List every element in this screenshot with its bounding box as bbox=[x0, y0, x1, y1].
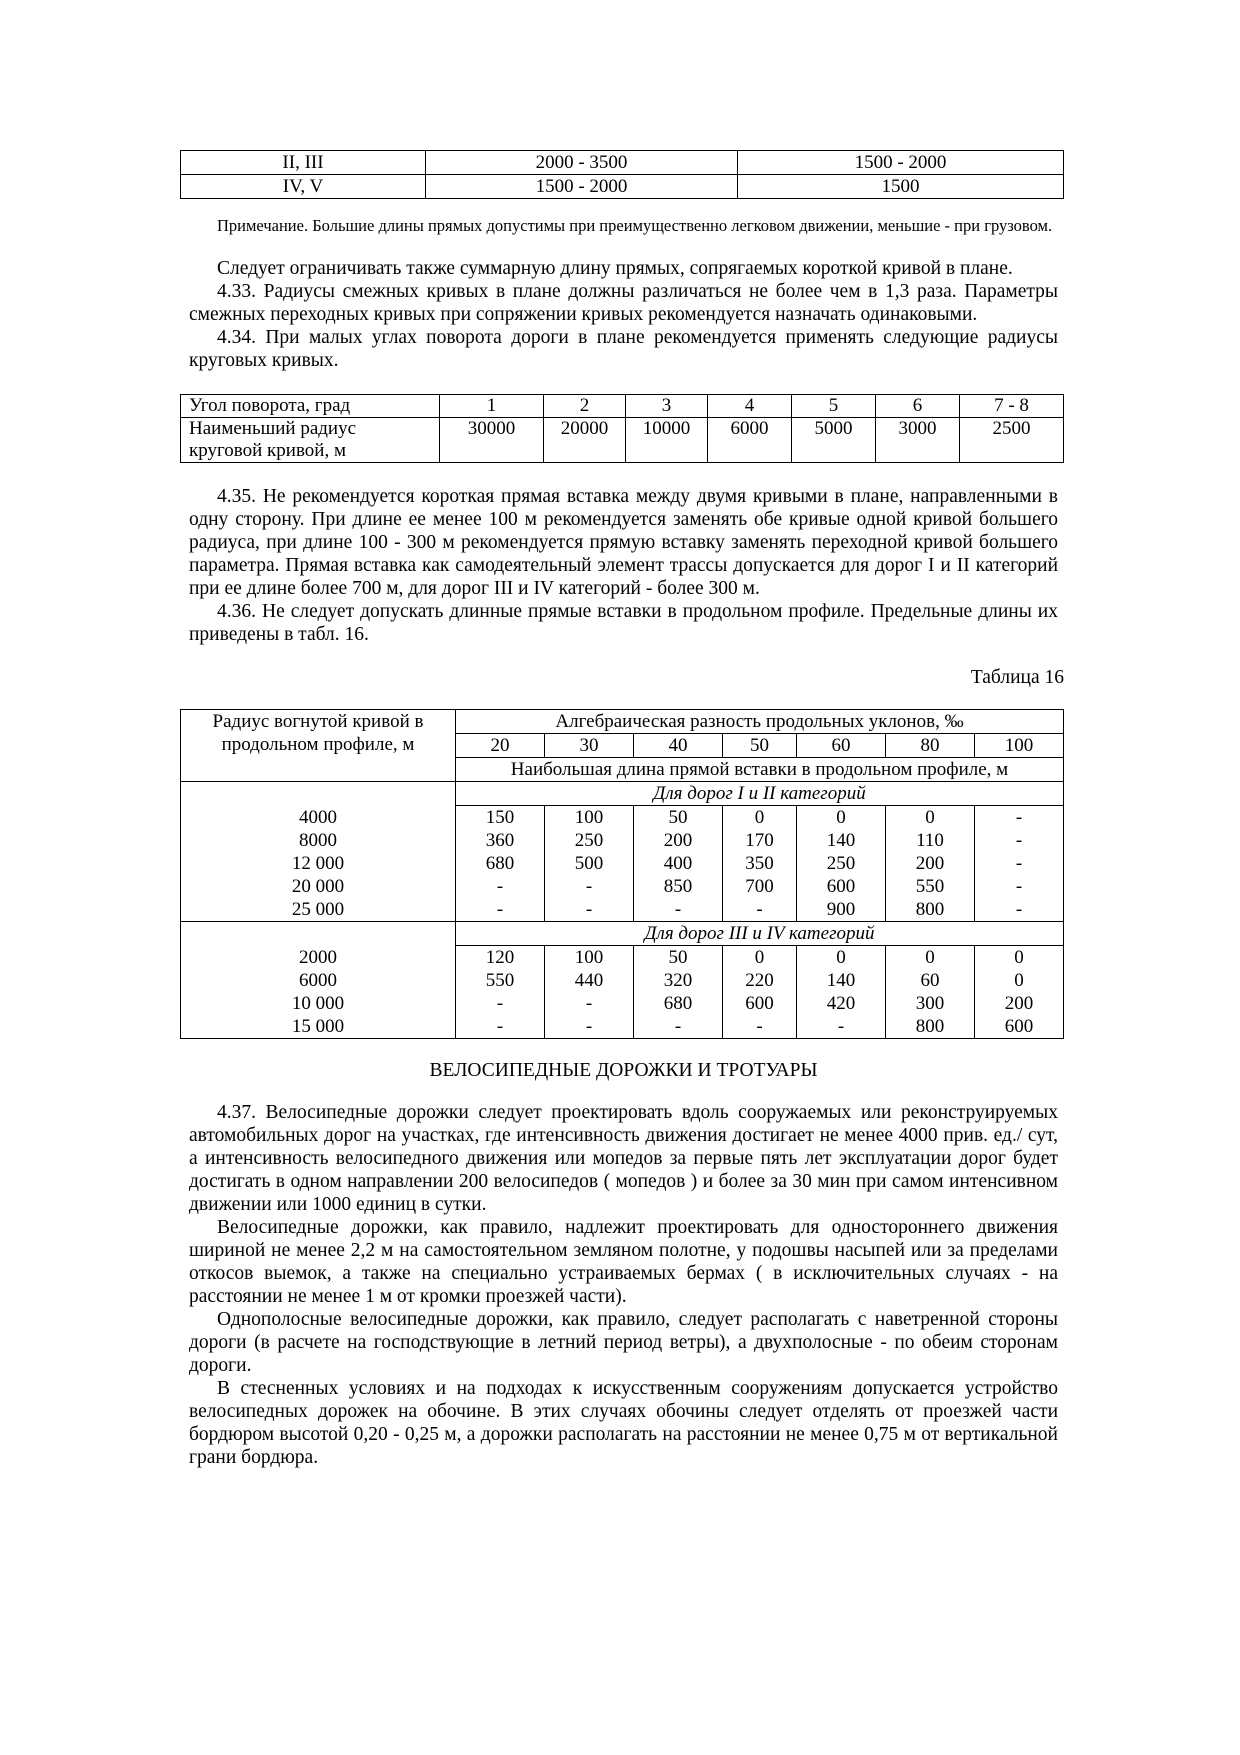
cell-value: - bbox=[585, 1016, 593, 1037]
cell-value: 100 bbox=[574, 807, 604, 828]
table-cell bbox=[886, 806, 975, 922]
group1-radii bbox=[185, 806, 451, 921]
cell-value: 220 bbox=[745, 970, 774, 991]
table-cell bbox=[975, 946, 1064, 1039]
table-header-row: Радиус вогнутой кривой в продольном профиле, м Алгебраическая разность продольных уклонов, ‰ bbox=[181, 710, 1064, 734]
cell-value: 200 bbox=[663, 830, 693, 851]
cell-value: 140 bbox=[826, 970, 856, 991]
group2-radii bbox=[185, 946, 451, 1038]
table-cell bbox=[975, 806, 1064, 922]
cell-value: - bbox=[496, 899, 504, 920]
cell-value: 420 bbox=[826, 993, 856, 1014]
cell-value: 0 bbox=[836, 807, 846, 828]
angle-radius-table bbox=[180, 394, 1064, 463]
table-group-row: 4000 8000 12 000 20 000 25 000 Для дорог I и II категорий bbox=[181, 782, 1064, 806]
cell-value: 110 bbox=[916, 830, 944, 851]
section-title: ВЕЛОСИПЕДНЫЕ ДОРОЖКИ И ТРОТУАРЫ bbox=[429, 1060, 818, 1081]
road-category-table bbox=[180, 150, 1064, 199]
table-cell bbox=[797, 806, 886, 922]
table-cell bbox=[545, 946, 634, 1039]
paragraph: 4.35. Не рекомендуется короткая прямая вставка между двумя кривыми в плане, направленными в одну сторону. При длине ее менее 100 м рекомендуется заменять обе кривые одной кривой большего радиуса, при длине 100 - 300 м рекомендуется прямую вставку заменять переходной кривой большего параметра. Прямая вставка как самодеятельный элемент трассы допускается для дорог I и II категорий при ее длине более 700 м, для дорог III и IV категорий - более 300 м. bbox=[189, 486, 1058, 599]
table-row: Наименьший радиус круговой кривой, м 30000 20000 10000 6000 5000 3000 2500 bbox=[181, 418, 1064, 463]
table-cell bbox=[723, 806, 797, 922]
table-cell bbox=[886, 946, 975, 1039]
cell-value: - bbox=[1015, 899, 1023, 920]
table-note: Примечание. Большие длины прямых допустимы при преимущественно легковом движении, меньшие - при грузовом. bbox=[217, 216, 1053, 235]
radius-value: 8000 bbox=[299, 830, 337, 851]
cell-value: 550 bbox=[485, 970, 515, 991]
cell-value: - bbox=[756, 1016, 763, 1037]
cell-value: 900 bbox=[826, 899, 856, 920]
table-cell bbox=[634, 806, 723, 922]
table-caption: Таблица 16 bbox=[970, 667, 1064, 688]
cell-value: 170 bbox=[745, 830, 774, 851]
cell-value: - bbox=[1015, 853, 1023, 874]
paragraph: В стесненных условиях и на подходах к искусственным сооружениям допускается устройство велосипедных дорожек на обочине. В этих случаях обочины следует отделять от проезжей части бордюром высотой 0,20 - 0,25 м, а дорожки располагать на расстоянии не менее 0,75 м от вертикальной грани бордюра. bbox=[189, 1378, 1058, 1468]
paragraph: Следует ограничивать также суммарную длину прямых, сопрягаемых короткой кривой в плане. bbox=[217, 258, 1013, 279]
cell-value: 800 bbox=[915, 1016, 945, 1037]
document-page bbox=[189, 150, 1064, 1469]
cell-value: 600 bbox=[1004, 1016, 1034, 1037]
table-cell bbox=[545, 806, 634, 922]
cell-value: 0 bbox=[836, 947, 846, 968]
cell-value: 600 bbox=[745, 993, 774, 1014]
cell-value: - bbox=[496, 993, 504, 1014]
cell-value: 680 bbox=[485, 853, 515, 874]
paragraph: 4.37. Велосипедные дорожки следует проектировать вдоль сооружаемых или реконструируемых автомобильных дорог на участках, где интенсивность движения достигает не менее 4000 прив. ед./ сут, а интенсивность велосипедного движения или мопедов за первые пять лет эксплуатации дорог будет достигать в одном направлении 200 велосипедов ( мопедов ) и более за 30 мин при самом интенсивном движении или 1000 единиц в сутки. bbox=[189, 1102, 1058, 1215]
cell-value: 350 bbox=[745, 853, 774, 874]
paragraph: 4.34. При малых углах поворота дороги в плане рекомендуется применять следующие радиусы круговых кривых. bbox=[189, 327, 1058, 371]
cell-value: - bbox=[674, 1016, 682, 1037]
cell-value: 200 bbox=[915, 853, 945, 874]
radius-value: 6000 bbox=[299, 970, 337, 991]
radius-value: 20 000 bbox=[291, 876, 345, 897]
cell-value: 700 bbox=[745, 876, 774, 897]
cell-value: 850 bbox=[663, 876, 693, 897]
cell-value: - bbox=[1015, 876, 1023, 897]
paragraph: Однополосные велосипедные дорожки, как правило, следует располагать с наветренной стороны дороги (в расчете на господствующие в летний период ветры), а двухполосные - по обеим сторонам дороги. bbox=[189, 1309, 1058, 1376]
cell-value: 400 bbox=[663, 853, 693, 874]
table-16 bbox=[180, 709, 1064, 1039]
cell-value: 60 bbox=[920, 970, 940, 991]
cell-value: - bbox=[756, 899, 763, 920]
radius-value: 25 000 bbox=[291, 899, 345, 920]
cell-value: 200 bbox=[1004, 993, 1034, 1014]
cell-value: 0 bbox=[754, 947, 765, 968]
cell-value: 140 bbox=[826, 830, 856, 851]
cell-value: - bbox=[585, 899, 593, 920]
cell-value: - bbox=[585, 993, 593, 1014]
cell-value: 250 bbox=[574, 830, 604, 851]
table-header-row: 20 30 40 50 60 80 100 bbox=[181, 734, 1064, 758]
radius-value: 12 000 bbox=[291, 853, 345, 874]
cell-value: 320 bbox=[663, 970, 693, 991]
cell-value: 150 bbox=[485, 807, 515, 828]
table-cell bbox=[456, 806, 545, 922]
table-cell bbox=[456, 946, 545, 1039]
table-row: Угол поворота, град 1 2 3 4 5 6 7 - 8 bbox=[181, 395, 1064, 418]
paragraph: Велосипедные дорожки, как правило, надлежит проектировать для одностороннего движения шириной не менее 2,2 м на самостоятельном земляном полотне, у подошвы насыпей или за пределами откосов выемок, а также на специально устраиваемых бермах ( в исключительных случаях - на расстоянии не менее 1 м от кромки проезжей части). bbox=[189, 1217, 1058, 1307]
table-header-row: Наибольшая длина прямой вставки в продольном профиле, м bbox=[181, 758, 1064, 782]
cell-value: - bbox=[674, 899, 682, 920]
cell-value: 0 bbox=[1014, 970, 1024, 991]
cell-value: 50 bbox=[668, 947, 688, 968]
table-row: II, III 2000 - 3500 1500 - 2000 bbox=[181, 151, 1064, 175]
cell-value: 0 bbox=[925, 807, 935, 828]
paragraph: 4.36. Не следует допускать длинные прямые вставки в продольном профиле. Предельные длины их приведены в табл. 16. bbox=[189, 601, 1058, 645]
cell-value: 360 bbox=[485, 830, 515, 851]
cell-value: - bbox=[1015, 807, 1023, 828]
cell-value: 0 bbox=[1014, 947, 1024, 968]
cell-value: 100 bbox=[574, 947, 604, 968]
cell-value: 680 bbox=[663, 993, 693, 1014]
cell-value: 800 bbox=[915, 899, 945, 920]
cell-value: - bbox=[496, 1016, 504, 1037]
table-row: IV, V 1500 - 2000 1500 bbox=[181, 175, 1064, 199]
cell-value: - bbox=[496, 876, 504, 897]
cell-value: 550 bbox=[915, 876, 945, 897]
cell-value: 600 bbox=[826, 876, 856, 897]
radius-value: 15 000 bbox=[291, 1016, 345, 1037]
cell-value: 50 bbox=[668, 807, 688, 828]
table-cell bbox=[634, 946, 723, 1039]
cell-value: 120 bbox=[485, 947, 515, 968]
cell-value: 440 bbox=[574, 970, 604, 991]
cell-value: 0 bbox=[754, 807, 765, 828]
radius-value: 2000 bbox=[299, 947, 337, 968]
cell-value: 300 bbox=[915, 993, 945, 1014]
cell-value: - bbox=[1015, 830, 1023, 851]
radius-value: 4000 bbox=[299, 807, 337, 828]
paragraph: 4.33. Радиусы смежных кривых в плане должны различаться не более чем в 1,3 раза. Параметры смежных переходных кривых при сопряжении кривых рекомендуется назначать одинаковыми. bbox=[189, 281, 1058, 325]
radius-value: 10 000 bbox=[291, 993, 345, 1014]
cell-value: 0 bbox=[925, 947, 935, 968]
cell-value: - bbox=[837, 1016, 845, 1037]
table-cell bbox=[723, 946, 797, 1039]
table-group-row: 2000 6000 10 000 15 000 Для дорог III и IV категорий bbox=[181, 922, 1064, 946]
cell-value: 500 bbox=[574, 853, 604, 874]
cell-value: - bbox=[585, 876, 593, 897]
table-cell bbox=[797, 946, 886, 1039]
cell-value: 250 bbox=[826, 853, 856, 874]
